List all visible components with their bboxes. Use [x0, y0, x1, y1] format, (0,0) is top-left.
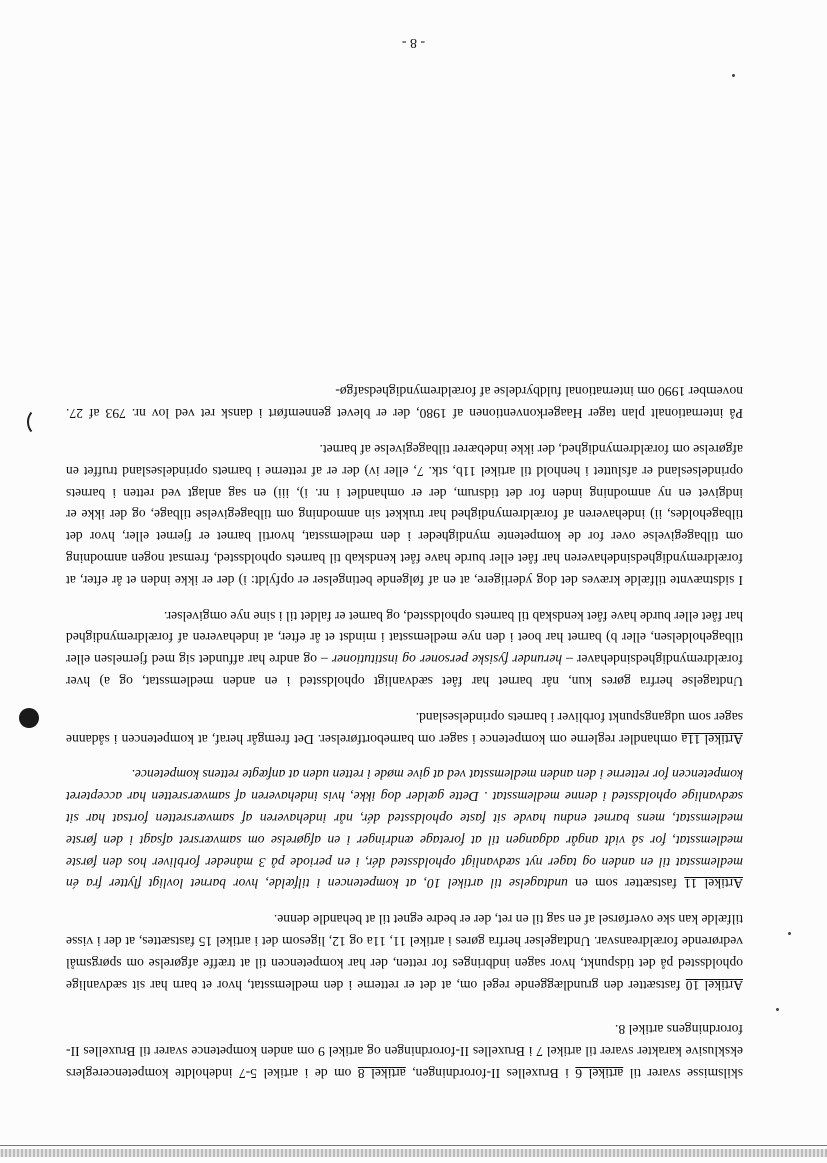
scan-edge-artifact [0, 1149, 827, 1157]
text-run: omhandler reglerne om kompetence i sager om barnebortførelser. Det fremgår heraf, at kompetencen i sådanne sager som udgangspunkt forbliver i barnets oprindelsesland. [66, 709, 743, 747]
punch-hole-outline [27, 408, 51, 436]
scan-speck [732, 74, 735, 77]
page-number: - 8 - [401, 35, 426, 50]
italic-text: undtagelse til artikel 10, at kompetencen i tilfælde, hvor barnet lovligt flytter fra én medlemsstat til en anden og tager nyt sædvanligt opholdssted dér, i en periode på 3 måneder forbliver hos den første medlemsstat, for så vidt angår adgangen til at foretage ændringer i en afgørelse om samværsret afsagt i den første medlemsstat, mens barnet endnu havde sit faste opholdssted dér, når indehaveren af samværsretten fortsat har sit sædvanlige opholdssted i denne medlemsstat . Dette gælder dog ikke, hvis indehaveren af samværsretten har accepteret kompetencen for retterne i den anden medlemsstat ved at give møde i retten uden at anfægte rettens kompetence. [66, 767, 743, 892]
scan-speck [776, 1008, 779, 1011]
paragraph-3 [66, 764, 743, 895]
paragraph-1 [66, 1019, 743, 1084]
text-run: fastsætter som en [567, 876, 685, 892]
text-run: – og andre har affundet sig med fjernelsen eller tilbageholdelsen, eller b) barnet har boet i den nye medlemsstat i mindst et år efter, at indehaveren af forældremyndighed har fået eller burde have fået kendskab til barnets opholdssted, og barnet er faldet til i sine nye omgivelser. [66, 608, 743, 668]
scan-edge-line [0, 1145, 827, 1146]
paragraph-6: I sidstnævnte tilfælde kræves det dog yderligere, at en af følgende betingelser er opfyldt: i) der er ikke inden et år efter, at forældremyndighedsindehaveren har fået eller burde have fået kendskab til barnets opholdssted, fremsat nogen anmodning om tilbagegivelse over for de kompetente myndigheder i den medlemsstat, hvortil barnet er fjernet eller, hvor det tilbageholdes, ii) indehaveren af forældremyndighed har trukket sin anmodning om tilbagegivelse tilbage, og der ikke er indgivet en ny anmodning inden for det tidsrum, der er omhandlet i nr. i), iii) en sag anlagt ved retten i barnets oprindelsesland er afsluttet i henhold til artikel 11b, stk. 7, eller iv) der er af retterne i barnets oprindelsesland truffet en afgørelse om forældremyndighed, der ikke indebærer tilbagegivelse af barnet. [66, 442, 743, 588]
article-ref: artikel 6 [575, 1066, 624, 1081]
paragraph-4 [66, 706, 743, 750]
text-run: skilsmisse svarer til [623, 1066, 743, 1081]
text-run: fastsætter den grundlæggende regel om, at det er retterne i den medlemsstat, hvor et barn har sit sædvanlige opholdssted på det tidspunkt, hvor sagen indbringes for retten, der har kompetencen til at træffe afgørelse om spørgsmål vedrørende forældreansvar. Undtagelser herfra gøres i artikel 11, 11a og 12, ligesom det i artikel 15 fastsættes, at der i visse tilfælde kan ske overførsel af en sag til en ret, der er bedre egnet til at behandle denne. [65, 912, 743, 993]
paragraph-5 [66, 605, 743, 692]
article-ref: Artikel 11a [681, 731, 743, 747]
body-text [66, 381, 743, 1084]
paragraph-2 [66, 908, 743, 995]
article-ref: artikel 8 [357, 1066, 406, 1081]
text-run: om de i artikel 5-7 indeholdte kompetenceregler [71, 1066, 358, 1081]
punch-hole [19, 708, 39, 728]
scan-speck [788, 932, 791, 935]
text-run: Undtagelse herfra gøres kun, når barnet har fået sædvanligt opholdssted i en anden medlemsstat, og a) hver forældremyndighedsindehaver – [66, 652, 743, 690]
article-ref: Artikel 10 [685, 977, 743, 993]
italic-text: herunder fysiske personer og institutioner [331, 652, 563, 668]
article-ref: Artikel 11 [684, 876, 743, 892]
paragraph-7: På internationalt plan tager Haagerkonventionen af 1980, der er blevet gennemført i dansk ret ved lov nr. 793 af 27. november 1990 om international fuldbyrdelse af forældremyndighedsafgø- [66, 384, 743, 422]
text-run: i Bruxelles II-forordningen, [405, 1066, 576, 1081]
text-run: s eksklusive karakter svarer til artikel 7 i Bruxelles II-forordningen og artikel 9 om anden kompetence svarer til Bruxelles II-forordningens artikel 8. [65, 1022, 743, 1081]
